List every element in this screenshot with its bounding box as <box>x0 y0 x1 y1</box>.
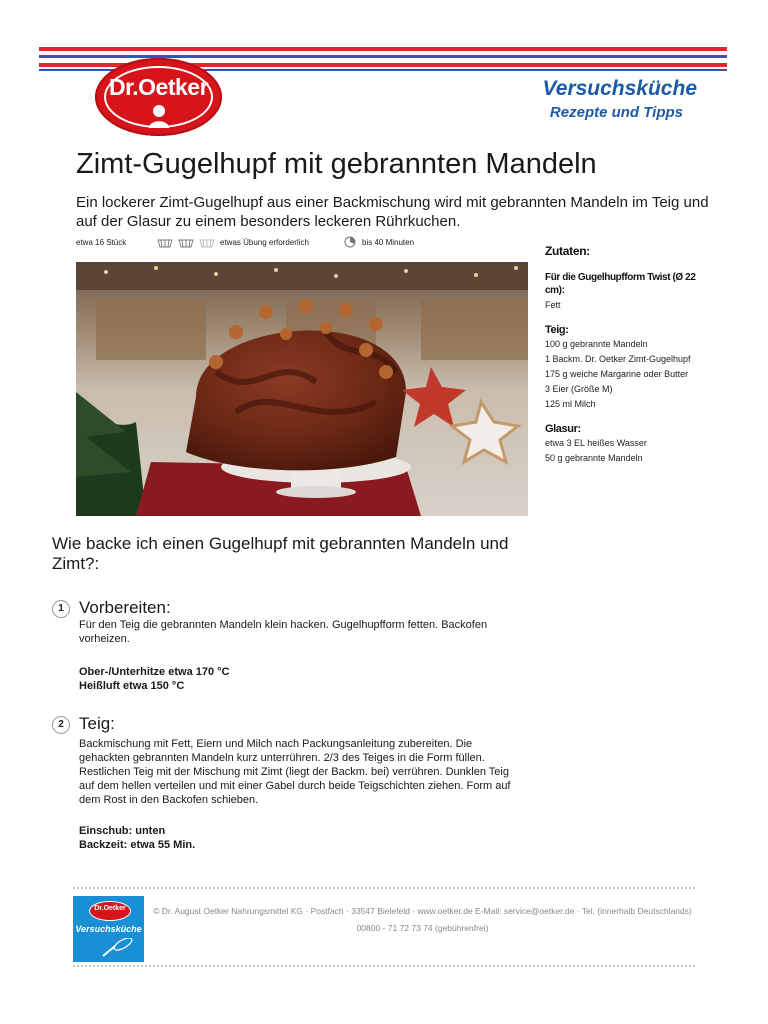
step-number-badge: 2 <box>52 716 70 734</box>
header-stripe-blue <box>39 55 727 58</box>
step-bold-line: Einschub: unten <box>79 825 166 837</box>
footer-logo-text: Versuchsküche <box>75 924 142 934</box>
step-text: Backmischung mit Fett, Eiern und Milch nach Packungsanleitung zubereiten. Die gehackten gebrannten Mandeln kurz unterrühren. 2/3 des Teiges in die Form füllen. Restlichen Teig mit der Mischung mit Zimt (liegt der Backm. bei) verrühren. Dunklen Teig auf dem hellen verteilen und mit einer Gabel durch beide Teigschichten ziehen. Form auf dem Rost in den Backofen schieben. <box>79 738 511 806</box>
logo-text: Dr.Oetker <box>108 74 209 100</box>
recipe-intro: Ein lockerer Zimt-Gugelhupf aus einer Backmischung wird mit gebrannten Mandeln im Teig und auf der Glasur zu einem besonders leckeren Rührkuchen. <box>76 194 709 230</box>
whisk-icon <box>101 938 135 958</box>
ingredient-item: 125 ml Milch <box>545 399 596 409</box>
ingredient-group-title: Glasur: <box>545 423 581 435</box>
step-text: Für den Teig die gebrannten Mandeln klein hacken. Gugelhupfform fetten. Backofen vorheizen. <box>79 619 488 645</box>
step-title: Vorbereiten: <box>79 598 171 617</box>
footer-divider-top <box>73 887 695 889</box>
difficulty-text: etwas Übung erforderlich <box>220 238 309 247</box>
recipe-title: Zimt-Gugelhupf mit gebrannten Mandeln <box>76 148 597 180</box>
ingredients-heading: Zutaten: <box>545 244 590 258</box>
clock-icon <box>344 236 356 248</box>
section-subtitle: Rezepte und Tipps <box>549 104 683 121</box>
logo-portrait-icon <box>148 104 170 128</box>
time-text: bis 40 Minuten <box>362 238 415 247</box>
footer-text: © Dr. August Oetker Nahrungsmittel KG · Postfach · 33547 Bielefeld · www.oetker.de E-Mail: service@oetker.de · Tel. (innerhalb Deutschlands) 00800 - 71 72 73 74 (gebührenfrei) <box>153 906 692 933</box>
footer-divider-bottom <box>73 965 695 967</box>
ingredient-group-title: Teig: <box>545 324 569 336</box>
step-bold-line: Backzeit: etwa 55 Min. <box>79 839 196 851</box>
step-bold-line: Ober-/Unterhitze etwa 170 °C <box>79 666 230 678</box>
step-number-badge: 1 <box>52 600 70 618</box>
footer-logo <box>73 896 144 962</box>
header-stripe-red-top <box>39 47 727 51</box>
howto-question: Wie backe ich einen Gugelhupf mit gebrannten Mandeln und Zimt?: <box>52 534 509 573</box>
ingredient-item: etwa 3 EL heißes Wasser <box>545 438 647 448</box>
ingredient-group-title: Für die Gugelhupfform Twist (Ø 22 cm): <box>545 272 696 296</box>
ingredient-item: 3 Eier (Größe M) <box>545 384 613 394</box>
step-bold-line: Heißluft etwa 150 °C <box>79 680 185 692</box>
step-title: Teig: <box>79 714 115 733</box>
ingredient-item: 175 g weiche Margarine oder Butter <box>545 369 689 379</box>
servings-text: etwa 16 Stück <box>76 238 127 247</box>
section-title: Versuchsküche <box>542 77 697 100</box>
ingredient-item: 100 g gebrannte Mandeln <box>545 339 648 349</box>
difficulty-hat-icon <box>157 236 217 248</box>
ingredient-item: 1 Backm. Dr. Oetker Zimt-Gugelhupf <box>545 354 691 364</box>
recipe-photo <box>76 262 528 516</box>
footer-logo-brand: Dr.Oetker <box>94 905 126 912</box>
ingredient-item: 50 g gebrannte Mandeln <box>545 453 643 463</box>
ingredient-item: Fett <box>545 300 561 310</box>
